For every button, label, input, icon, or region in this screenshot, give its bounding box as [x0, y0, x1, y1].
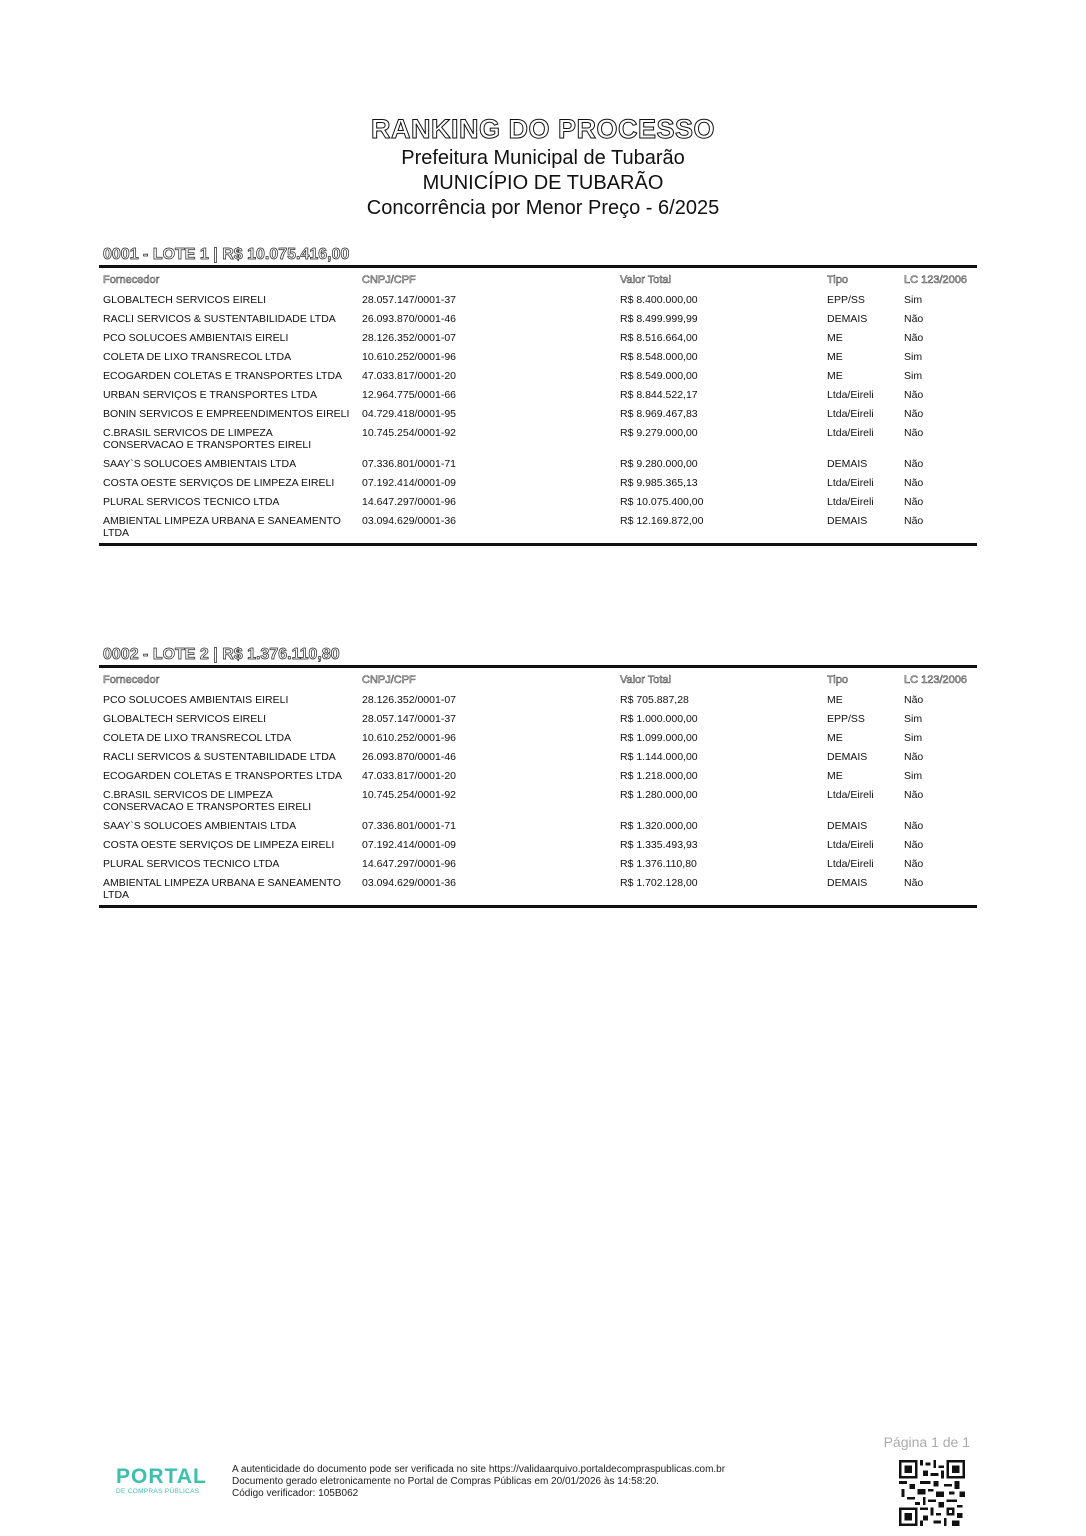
cell-lc: Não	[904, 515, 924, 527]
cell-cnpj: 28.057.147/0001-37	[362, 294, 457, 306]
cell-fornecedor: PCO SOLUCOES AMBIENTAIS EIRELI	[103, 332, 289, 344]
cell-lc: Sim	[904, 732, 923, 744]
cell-fornecedor: RACLI SERVICOS & SUSTENTABILIDADE LTDA	[103, 313, 336, 325]
cell-valor: R$ 8.548.000,00	[620, 351, 698, 363]
cell-valor: R$ 705.887,28	[620, 694, 689, 706]
table-row	[99, 474, 977, 493]
footer-line-authenticity: A autenticidade do documento pode ser verificada no site https://validaarquivo.portaldecompraspublicas.com.br	[232, 1464, 726, 1475]
table-header-row	[99, 668, 977, 691]
cell-lc: Sim	[904, 370, 923, 382]
cell-tipo: Ltda/Eireli	[827, 427, 874, 439]
lote-1-bottom-rule	[99, 543, 977, 546]
page-number: Página 1 de 1	[883, 1434, 970, 1450]
column-header-lc: LC 123/2006	[904, 274, 967, 286]
cell-tipo: Ltda/Eireli	[827, 858, 874, 870]
portal-logo	[116, 1466, 216, 1495]
table-row	[99, 786, 977, 817]
column-header-lc: LC 123/2006	[904, 674, 967, 686]
footer-line-code: Código verificador: 105B062	[232, 1488, 359, 1499]
cell-valor: R$ 8.844.522,17	[620, 389, 698, 401]
lote-2-title: 0002 - LOTE 2 | R$ 1.376.110,80	[103, 646, 340, 663]
cell-cnpj: 03.094.629/0001-36	[362, 877, 457, 889]
cell-valor: R$ 1.320.000,00	[620, 820, 698, 832]
cell-lc: Não	[904, 839, 924, 851]
table-row	[99, 329, 977, 348]
cell-tipo: Ltda/Eireli	[827, 389, 874, 401]
cell-lc: Não	[904, 858, 924, 870]
cell-cnpj: 14.647.297/0001-96	[362, 858, 457, 870]
table-row	[99, 748, 977, 767]
cell-valor: R$ 1.218.000,00	[620, 770, 698, 782]
table-row	[99, 455, 977, 474]
cell-lc: Não	[904, 332, 924, 344]
qr-code-icon	[899, 1460, 965, 1526]
column-header-cnpj: CNPJ/CPF	[362, 674, 416, 686]
cell-lc: Não	[904, 458, 924, 470]
cell-valor: R$ 1.702.128,00	[620, 877, 698, 889]
footer-verification-text	[232, 1464, 725, 1500]
cell-cnpj: 28.126.352/0001-07	[362, 332, 457, 344]
cell-valor: R$ 8.516.664,00	[620, 332, 698, 344]
cell-valor: R$ 8.499.999,99	[620, 313, 698, 325]
cell-valor: R$ 1.000.000,00	[620, 713, 698, 725]
cell-fornecedor: COLETA DE LIXO TRANSRECOL LTDA	[103, 732, 292, 744]
cell-tipo: EPP/SS	[827, 294, 865, 306]
cell-fornecedor: PLURAL SERVICOS TECNICO LTDA	[103, 858, 280, 870]
cell-tipo: ME	[827, 770, 843, 782]
cell-fornecedor: SAAY`S SOLUCOES AMBIENTAIS LTDA	[103, 820, 297, 832]
column-header-valor: Valor Total	[620, 674, 671, 686]
cell-lc: Não	[904, 313, 924, 325]
table-row	[99, 512, 977, 543]
cell-cnpj: 12.964.775/0001-66	[362, 389, 457, 401]
cell-cnpj: 14.647.297/0001-96	[362, 496, 457, 508]
cell-lc: Sim	[904, 294, 923, 306]
lote-2-rows	[99, 691, 977, 905]
cell-valor: R$ 12.169.872,00	[620, 515, 704, 527]
cell-valor: R$ 9.985.365,13	[620, 477, 698, 489]
cell-fornecedor: SAAY`S SOLUCOES AMBIENTAIS LTDA	[103, 458, 297, 470]
cell-tipo: Ltda/Eireli	[827, 408, 874, 420]
cell-valor: R$ 1.280.000,00	[620, 789, 698, 801]
lote-1-table	[99, 268, 977, 543]
table-row	[99, 817, 977, 836]
table-row	[99, 710, 977, 729]
cell-lc: Não	[904, 477, 924, 489]
cell-cnpj: 47.033.817/0001-20	[362, 770, 457, 782]
column-header-fornecedor: Fornecedor	[103, 274, 160, 286]
cell-fornecedor: COSTA OESTE SERVIÇOS DE LIMPEZA EIRELI	[103, 839, 335, 851]
cell-tipo: DEMAIS	[827, 751, 868, 763]
cell-cnpj: 10.610.252/0001-96	[362, 351, 457, 363]
footer-line-generated: Documento gerado eletronicamente no Portal de Compras Públicas em 20/01/2026 às 14:58:20.	[232, 1476, 659, 1487]
table-row	[99, 493, 977, 512]
cell-lc: Não	[904, 751, 924, 763]
cell-cnpj: 26.093.870/0001-46	[362, 313, 457, 325]
cell-tipo: ME	[827, 332, 843, 344]
cell-tipo: Ltda/Eireli	[827, 789, 874, 801]
cell-tipo: EPP/SS	[827, 713, 865, 725]
cell-tipo: DEMAIS	[827, 820, 868, 832]
cell-fornecedor: GLOBALTECH SERVICOS EIRELI	[103, 713, 266, 725]
cell-valor: R$ 1.376.110,80	[620, 858, 697, 870]
column-header-valor: Valor Total	[620, 274, 671, 286]
column-header-cnpj: CNPJ/CPF	[362, 274, 416, 286]
cell-lc: Não	[904, 427, 924, 439]
cell-tipo: ME	[827, 370, 843, 382]
cell-cnpj: 10.745.254/0001-92	[362, 427, 457, 439]
logo-wordmark: PORTAL	[116, 1465, 207, 1488]
cell-tipo: DEMAIS	[827, 458, 868, 470]
cell-cnpj: 28.126.352/0001-07	[362, 694, 457, 706]
lote-1-section	[99, 245, 977, 546]
column-header-tipo: Tipo	[827, 274, 848, 286]
cell-fornecedor: BONIN SERVICOS E EMPREENDIMENTOS EIRELI	[103, 408, 350, 420]
cell-valor: R$ 1.144.000,00	[620, 751, 698, 763]
column-header-tipo: Tipo	[827, 674, 848, 686]
cell-lc: Não	[904, 877, 924, 889]
cell-tipo: Ltda/Eireli	[827, 477, 874, 489]
cell-fornecedor: RACLI SERVICOS & SUSTENTABILIDADE LTDA	[103, 751, 336, 763]
cell-fornecedor: ECOGARDEN COLETAS E TRANSPORTES LTDA	[103, 370, 343, 382]
table-row	[99, 767, 977, 786]
table-row	[99, 291, 977, 310]
table-row	[99, 348, 977, 367]
cell-fornecedor: COLETA DE LIXO TRANSRECOL LTDA	[103, 351, 292, 363]
cell-lc: Sim	[904, 713, 923, 725]
table-row	[99, 836, 977, 855]
organization-name: Prefeitura Municipal de Tubarão	[401, 147, 685, 169]
logo-tagline: DE COMPRAS PÚBLICAS	[116, 1488, 200, 1495]
table-header-row	[99, 268, 977, 291]
cell-tipo: DEMAIS	[827, 877, 868, 889]
cell-valor: R$ 8.549.000,00	[620, 370, 698, 382]
table-row	[99, 691, 977, 710]
cell-lc: Não	[904, 789, 924, 801]
municipality-name: MUNICÍPIO DE TUBARÃO	[422, 172, 664, 194]
cell-valor: R$ 8.969.467,83	[620, 408, 698, 420]
cell-tipo: Ltda/Eireli	[827, 839, 874, 851]
cell-tipo: ME	[827, 694, 843, 706]
cell-tipo: ME	[827, 732, 843, 744]
cell-fornecedor: AMBIENTAL LIMPEZA URBANA E SANEAMENTO LTDA	[103, 877, 341, 901]
cell-lc: Sim	[904, 770, 923, 782]
lote-1-title: 0001 - LOTE 1 | R$ 10.075.416,00	[103, 246, 350, 263]
table-row	[99, 729, 977, 748]
cell-fornecedor: C.BRASIL SERVICOS DE LIMPEZA CONSERVACAO E TRANSPORTES EIRELI	[103, 427, 312, 451]
cell-cnpj: 26.093.870/0001-46	[362, 751, 457, 763]
table-row	[99, 424, 977, 455]
table-row	[99, 310, 977, 329]
cell-valor: R$ 1.099.000,00	[620, 732, 698, 744]
process-name: Concorrência por Menor Preço - 6/2025	[366, 197, 720, 219]
cell-fornecedor: PLURAL SERVICOS TECNICO LTDA	[103, 496, 280, 508]
cell-valor: R$ 8.400.000,00	[620, 294, 698, 306]
cell-tipo: DEMAIS	[827, 515, 868, 527]
cell-valor: R$ 10.075.400,00	[620, 496, 704, 508]
cell-cnpj: 10.610.252/0001-96	[362, 732, 457, 744]
cell-tipo: DEMAIS	[827, 313, 868, 325]
cell-cnpj: 07.192.414/0001-09	[362, 839, 457, 851]
cell-valor: R$ 9.280.000,00	[620, 458, 698, 470]
cell-cnpj: 07.192.414/0001-09	[362, 477, 457, 489]
cell-fornecedor: COSTA OESTE SERVIÇOS DE LIMPEZA EIRELI	[103, 477, 335, 489]
lote-2-section	[99, 645, 977, 908]
cell-valor: R$ 1.335.493,93	[620, 839, 698, 851]
cell-cnpj: 10.745.254/0001-92	[362, 789, 457, 801]
document-title: RANKING DO PROCESSO	[370, 114, 716, 144]
table-row	[99, 367, 977, 386]
cell-tipo: Ltda/Eireli	[827, 496, 874, 508]
table-row	[99, 855, 977, 874]
cell-valor: R$ 9.279.000,00	[620, 427, 698, 439]
table-row	[99, 405, 977, 424]
cell-fornecedor: GLOBALTECH SERVICOS EIRELI	[103, 294, 266, 306]
cell-cnpj: 07.336.801/0001-71	[362, 458, 457, 470]
cell-fornecedor: AMBIENTAL LIMPEZA URBANA E SANEAMENTO LTDA	[103, 515, 341, 539]
cell-lc: Não	[904, 389, 924, 401]
cell-fornecedor: C.BRASIL SERVICOS DE LIMPEZA CONSERVACAO E TRANSPORTES EIRELI	[103, 789, 312, 813]
document-header	[0, 112, 1086, 221]
cell-cnpj: 04.729.418/0001-95	[362, 408, 457, 420]
cell-fornecedor: URBAN SERVIÇOS E TRANSPORTES LTDA	[103, 389, 317, 401]
cell-fornecedor: ECOGARDEN COLETAS E TRANSPORTES LTDA	[103, 770, 343, 782]
column-header-fornecedor: Fornecedor	[103, 674, 160, 686]
cell-cnpj: 28.057.147/0001-37	[362, 713, 457, 725]
cell-cnpj: 07.336.801/0001-71	[362, 820, 457, 832]
lote-2-bottom-rule	[99, 905, 977, 908]
lote-2-table	[99, 668, 977, 905]
lote-1-rows	[99, 291, 977, 543]
cell-cnpj: 03.094.629/0001-36	[362, 515, 457, 527]
cell-lc: Não	[904, 408, 924, 420]
table-row	[99, 386, 977, 405]
cell-lc: Não	[904, 496, 924, 508]
cell-tipo: ME	[827, 351, 843, 363]
cell-cnpj: 47.033.817/0001-20	[362, 370, 457, 382]
cell-lc: Não	[904, 820, 924, 832]
cell-lc: Sim	[904, 351, 923, 363]
table-row	[99, 874, 977, 905]
cell-fornecedor: PCO SOLUCOES AMBIENTAIS EIRELI	[103, 694, 289, 706]
cell-lc: Não	[904, 694, 924, 706]
